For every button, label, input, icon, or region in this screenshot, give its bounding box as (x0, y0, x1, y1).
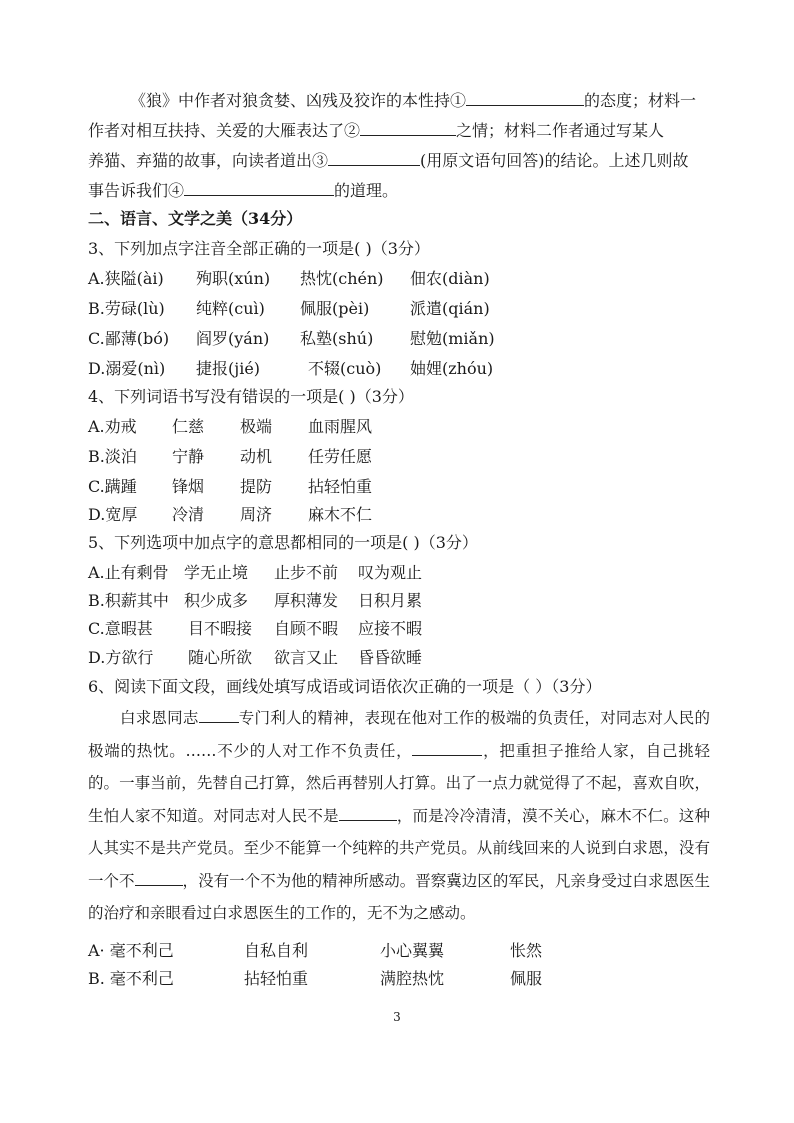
option-item: D.宽厚 (88, 505, 138, 524)
intro-line (88, 146, 708, 176)
option-item: 不辍(cuò) (308, 359, 382, 378)
option-item: 止步不前 (274, 563, 339, 582)
option-item: A.止有剩骨 (88, 563, 169, 582)
option-item: 怅然 (510, 941, 543, 960)
intro-line (88, 86, 708, 116)
option-item: 满腔热忱 (380, 969, 445, 988)
passage-blank[interactable] (135, 869, 183, 886)
intro-text: 的态度；材料一 (584, 91, 697, 110)
option-item: 麻木不仁 (308, 505, 373, 524)
option-item: 佃农(diàn) (410, 269, 490, 288)
option-item: 纯粹(cuì) (196, 299, 265, 318)
option-item: 积少成多 (184, 591, 249, 610)
intro-text: 作者对相互扶持、关爱的大雁表达了② (88, 121, 361, 140)
option-item: D.溺爱(nì) (88, 359, 166, 378)
option-item: C.意暇甚 (88, 619, 153, 638)
option-item: 私塾(shú) (300, 329, 374, 348)
intro-text: (用原文语句回答)的结论。上述几则故 (420, 151, 689, 170)
option-item: 欲言又止 (274, 648, 339, 667)
option-item: A.劝戒 (88, 417, 137, 436)
option-item: 周济 (240, 505, 273, 524)
question-4-stem: 4、下列词语书写没有错误的一项是( )（3分） (88, 387, 414, 406)
option-item: 学无止境 (184, 563, 249, 582)
option-item: 自私自利 (244, 941, 309, 960)
intro-paragraph (88, 86, 708, 206)
option-item: 动机 (240, 447, 273, 466)
option-item: 妯娌(zhóu) (410, 359, 494, 378)
option-item: 叹为观止 (358, 563, 423, 582)
question-3-stem: 3、下列加点字注音全部正确的一项是( )（3分） (88, 239, 430, 258)
option-item: C.蹒踵 (88, 477, 137, 496)
option-item: 血雨腥风 (308, 417, 373, 436)
option-item: B. 毫不利己 (88, 969, 174, 988)
passage-segment: 白求恩同志 (120, 709, 199, 727)
intro-text: 事告诉我们④ (88, 181, 185, 200)
passage-blank[interactable] (199, 706, 239, 723)
option-item: 日积月累 (358, 591, 423, 610)
passage-segment: 专门利人的精神，表现在他对工作的极端的负责任，对同志对人民的极端的热忱。……不少的人对工作不负责任， (88, 709, 710, 760)
option-item: B.淡泊 (88, 447, 137, 466)
intro-text: 养猫、弃猫的故事，向读者道出③ (88, 151, 329, 170)
option-item: 佩服(pèi) (300, 299, 370, 318)
option-item: 自顾不暇 (274, 619, 339, 638)
option-item: 阎罗(yán) (196, 329, 270, 348)
option-item: 捷报(jié) (196, 359, 261, 378)
option-item: A.狭隘(ài) (88, 269, 164, 288)
passage-segment: ，没有一个不为他的精神所感动。晋察冀边区的军民，凡亲身受过白求恩医生的治疗和亲眼看过白求恩医生的工作的，无不为之感动。 (88, 871, 710, 922)
option-item: 仁慈 (172, 417, 205, 436)
intro-line (88, 176, 708, 206)
question-5-stem: 5、下列选项中加点字的意思都相同的一项是( )（3分） (88, 533, 478, 552)
page-number: 3 (393, 1010, 401, 1024)
answer-blank[interactable] (184, 179, 334, 196)
option-item: D.方欲行 (88, 648, 154, 667)
intro-line (88, 116, 708, 146)
option-item: 派遣(qián) (410, 299, 490, 318)
option-item: C.鄙薄(bó) (88, 329, 170, 348)
answer-blank[interactable] (466, 89, 584, 106)
intro-text: 之情；材料二作者通过写某人 (456, 121, 665, 140)
section-heading: 二、语言、文学之美（34分） (88, 209, 303, 228)
reading-passage (88, 702, 710, 930)
option-item: 拈轻怕重 (308, 477, 373, 496)
passage-segment: ，而是冷冷清清，漠不关心，麻木不仁。这种人其实不是共产党员。至少不能算一个纯粹的共产党员。从前线回来的人说到白求恩，没有一个不 (88, 806, 710, 890)
passage-blank[interactable] (339, 804, 397, 821)
answer-blank[interactable] (360, 119, 456, 136)
intro-text: 的道理。 (334, 181, 399, 200)
question-6-stem: 6、阅读下面文段，画线处填写成语或词语依次正确的一项是（ ）（3分） (88, 677, 602, 696)
option-item: 小心翼翼 (380, 941, 445, 960)
option-item: 宁静 (172, 447, 205, 466)
option-item: 厚积薄发 (274, 591, 339, 610)
passage-text (88, 702, 710, 930)
option-item: 提防 (240, 477, 273, 496)
option-item: 慰勉(miǎn) (410, 329, 495, 348)
option-item: 佩服 (510, 969, 543, 988)
option-item: 锋烟 (172, 477, 205, 496)
option-item: 应接不暇 (358, 619, 423, 638)
option-item: 极端 (240, 417, 273, 436)
passage-segment: ，把重担子推给人家，自己挑轻的。一事当前，先替自己打算，然后再替别人打算。出了一点力就觉得了不起，喜欢自吹，生怕人家不知道。对同志对人民不是 (88, 741, 710, 825)
option-item: 殉职(xún) (196, 269, 271, 288)
passage-blank[interactable] (412, 739, 482, 756)
option-item: B.积薪其中 (88, 591, 169, 610)
intro-text: 《狼》中作者对狼贪婪、凶残及狡诈的本性持① (130, 91, 467, 110)
option-item: 昏昏欲睡 (358, 648, 423, 667)
option-item: 任劳任愿 (308, 447, 373, 466)
option-item: 热忱(chén) (300, 269, 384, 288)
option-item: A· 毫不利己 (88, 941, 174, 960)
option-item: 目不暇接 (188, 619, 253, 638)
option-item: 冷清 (172, 505, 205, 524)
option-item: 随心所欲 (188, 648, 253, 667)
answer-blank[interactable] (328, 149, 420, 166)
option-item: B.劳碌(lù) (88, 299, 165, 318)
option-item: 拈轻怕重 (244, 969, 309, 988)
